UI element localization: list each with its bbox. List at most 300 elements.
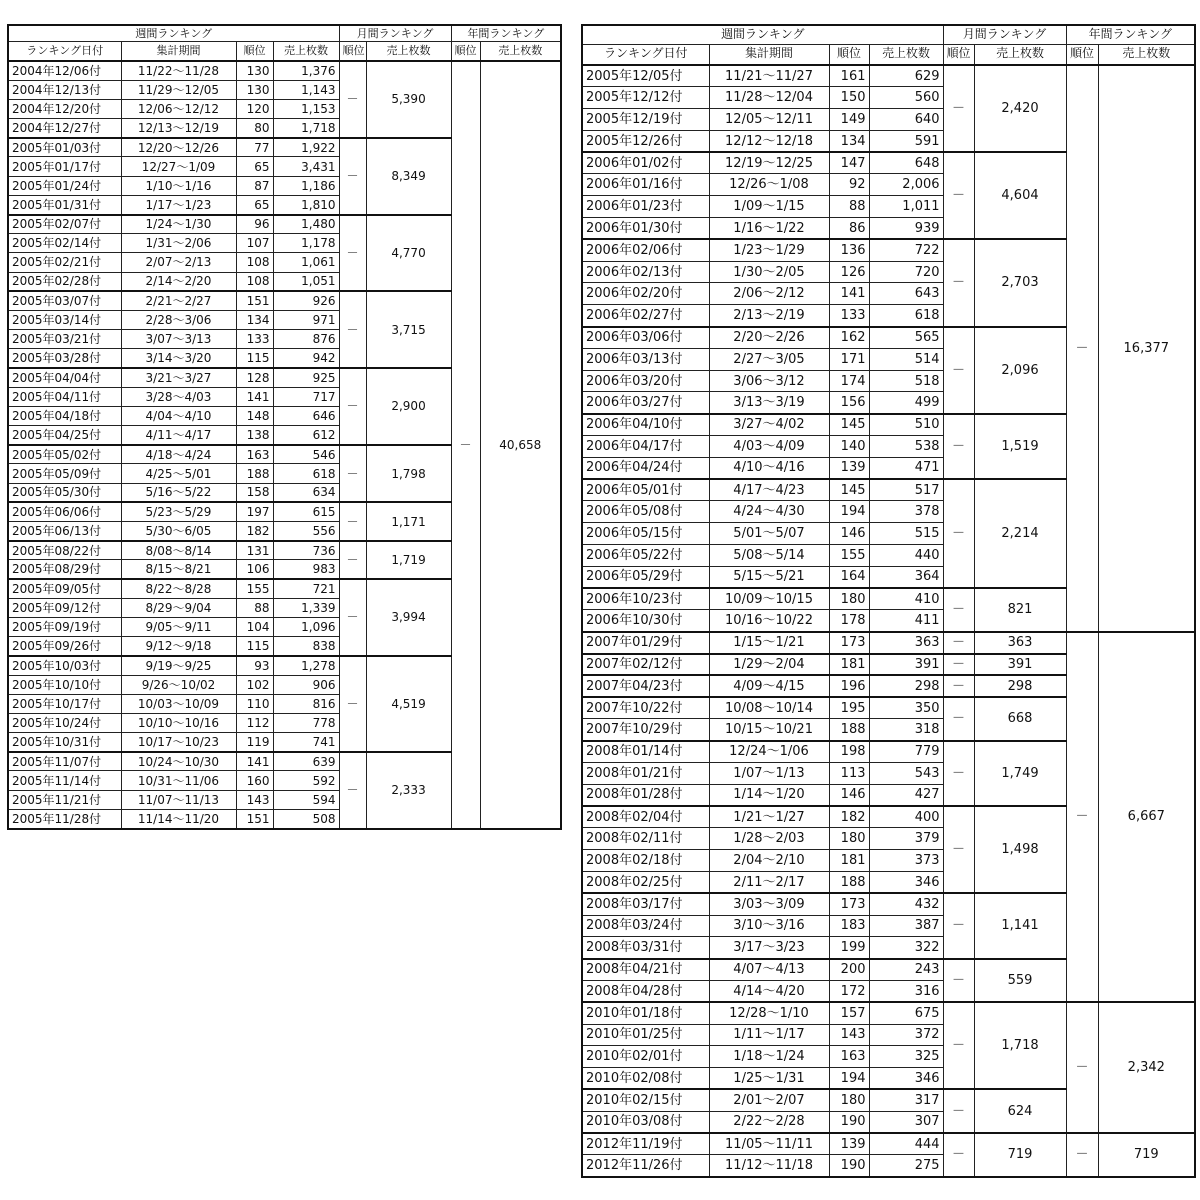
ranking-date: 2005年09/12付 <box>8 598 121 617</box>
weekly-sales: 514 <box>869 348 943 370</box>
weekly-rank: 130 <box>236 61 273 80</box>
weekly-sales: 646 <box>273 406 339 425</box>
aggregation-period: 1/30～2/05 <box>709 261 829 283</box>
aggregation-period: 5/16～5/22 <box>121 483 236 502</box>
ranking-date: 2006年03/20付 <box>582 370 709 392</box>
ranking-date: 2006年02/06付 <box>582 239 709 261</box>
ranking-date: 2005年12/26付 <box>582 130 709 152</box>
table-row <box>582 1002 1195 1024</box>
monthly-rank: － <box>339 752 366 829</box>
aggregation-period: 1/28～2/03 <box>709 828 829 850</box>
aggregation-period: 11/07～11/13 <box>121 790 236 809</box>
weekly-rank: 172 <box>829 980 869 1002</box>
ranking-date: 2008年04/28付 <box>582 980 709 1002</box>
weekly-rank: 133 <box>829 305 869 327</box>
weekly-sales: 346 <box>869 1068 943 1090</box>
weekly-sales: 1,718 <box>273 119 339 138</box>
monthly-sales: 1,749 <box>974 741 1066 806</box>
ranking-date: 2005年03/21付 <box>8 330 121 349</box>
monthly-rank: － <box>943 697 974 741</box>
weekly-sales: 1,480 <box>273 215 339 234</box>
monthly-rank: － <box>943 152 974 239</box>
weekly-rank: 150 <box>829 87 869 109</box>
ranking-date: 2005年09/26付 <box>8 637 121 656</box>
weekly-rank: 174 <box>829 370 869 392</box>
ranking-date: 2005年10/10付 <box>8 675 121 694</box>
weekly-rank: 156 <box>829 392 869 414</box>
monthly-rank: － <box>943 654 974 676</box>
table-row <box>582 1133 1195 1155</box>
ranking-date: 2005年04/25付 <box>8 426 121 445</box>
ranking-date: 2005年05/30付 <box>8 483 121 502</box>
monthly-rank: － <box>339 579 366 656</box>
ranking-date: 2005年01/24付 <box>8 176 121 195</box>
weekly-sales: 432 <box>869 893 943 915</box>
monthly-sales: 1,498 <box>974 806 1066 893</box>
weekly-sales: 400 <box>869 806 943 828</box>
weekly-rank: 141 <box>236 387 273 406</box>
aggregation-period: 1/14～1/20 <box>709 784 829 806</box>
yearly-sales: 2,342 <box>1098 1002 1195 1133</box>
aggregation-period: 5/30～6/05 <box>121 522 236 541</box>
weekly-rank: 112 <box>236 713 273 732</box>
ranking-rows-right <box>582 65 1195 1177</box>
weekly-rank: 151 <box>236 809 273 828</box>
weekly-sales: 675 <box>869 1002 943 1024</box>
weekly-rank: 188 <box>236 464 273 483</box>
ranking-date: 2006年04/17付 <box>582 436 709 458</box>
weekly-sales: 591 <box>869 130 943 152</box>
weekly-rank: 182 <box>829 806 869 828</box>
weekly-rank: 200 <box>829 959 869 981</box>
weekly-rank: 163 <box>236 445 273 464</box>
weekly-sales: 517 <box>869 479 943 501</box>
weekly-sales: 363 <box>869 632 943 654</box>
weekly-sales: 594 <box>273 790 339 809</box>
weekly-sales: 926 <box>273 291 339 310</box>
ranking-date: 2005年04/18付 <box>8 406 121 425</box>
weekly-rank: 102 <box>236 675 273 694</box>
weekly-rank: 180 <box>829 1089 869 1111</box>
monthly-sales: 1,519 <box>974 414 1066 479</box>
weekly-rank: 196 <box>829 675 869 697</box>
aggregation-period: 2/11～2/17 <box>709 871 829 893</box>
ranking-date: 2005年12/12付 <box>582 87 709 109</box>
aggregation-period: 1/07～1/13 <box>709 763 829 785</box>
monthly-sales: 821 <box>974 588 1066 632</box>
weekly-sales: 592 <box>273 771 339 790</box>
ranking-date: 2008年02/18付 <box>582 850 709 872</box>
weekly-sales: 427 <box>869 784 943 806</box>
weekly-sales: 298 <box>869 675 943 697</box>
ranking-date: 2005年11/28付 <box>8 809 121 828</box>
monthly-rank: － <box>943 741 974 806</box>
weekly-rank: 190 <box>829 1111 869 1133</box>
weekly-rank: 115 <box>236 349 273 368</box>
aggregation-period: 3/28～4/03 <box>121 387 236 406</box>
ranking-table-left <box>7 24 562 830</box>
aggregation-period: 1/24～1/30 <box>121 215 236 234</box>
monthly-rank: － <box>943 632 974 654</box>
ranking-date: 2006年02/20付 <box>582 283 709 305</box>
aggregation-period: 11/21～11/27 <box>709 65 829 87</box>
monthly-sales: 363 <box>974 632 1066 654</box>
monthly-sales: 2,214 <box>974 479 1066 588</box>
weekly-sales: 318 <box>869 719 943 741</box>
aggregation-period: 2/20～2/26 <box>709 327 829 349</box>
weekly-rank: 128 <box>236 368 273 387</box>
weekly-sales: 925 <box>273 368 339 387</box>
aggregation-period: 4/18～4/24 <box>121 445 236 464</box>
weekly-sales: 634 <box>273 483 339 502</box>
weekly-rank: 148 <box>236 406 273 425</box>
weekly-rank: 120 <box>236 99 273 118</box>
weekly-rank: 151 <box>236 291 273 310</box>
weekly-sales: 778 <box>273 713 339 732</box>
aggregation-period: 2/22～2/28 <box>709 1111 829 1133</box>
weekly-sales: 1,061 <box>273 253 339 272</box>
ranking-date: 2006年05/29付 <box>582 566 709 588</box>
weekly-rank: 178 <box>829 610 869 632</box>
ranking-date: 2008年02/11付 <box>582 828 709 850</box>
aggregation-period: 4/17～4/23 <box>709 479 829 501</box>
monthly-sales: 1,141 <box>974 893 1066 958</box>
ranking-date: 2006年10/30付 <box>582 610 709 632</box>
weekly-rank: 173 <box>829 893 869 915</box>
aggregation-period: 11/28～12/04 <box>709 87 829 109</box>
weekly-sales: 618 <box>273 464 339 483</box>
aggregation-period: 10/31～11/06 <box>121 771 236 790</box>
weekly-rank: 182 <box>236 522 273 541</box>
aggregation-period: 3/07～3/13 <box>121 330 236 349</box>
aggregation-period: 3/13～3/19 <box>709 392 829 414</box>
ranking-date: 2006年05/08付 <box>582 501 709 523</box>
ranking-date: 2008年01/21付 <box>582 763 709 785</box>
monthly-sales: 559 <box>974 959 1066 1003</box>
monthly-sales: 1,171 <box>366 502 451 540</box>
weekly-rank: 146 <box>829 784 869 806</box>
weekly-rank: 181 <box>829 850 869 872</box>
weekly-sales: 391 <box>869 654 943 676</box>
ranking-date: 2006年01/23付 <box>582 196 709 218</box>
aggregation-period: 8/29～9/04 <box>121 598 236 617</box>
aggregation-period: 4/04～4/10 <box>121 406 236 425</box>
monthly-rank: － <box>943 1089 974 1133</box>
monthly-ranking-header: 月間ランキング <box>943 25 1066 44</box>
monthly-sales: 2,900 <box>366 368 451 445</box>
ranking-date: 2005年05/02付 <box>8 445 121 464</box>
weekly-rank: 163 <box>829 1046 869 1068</box>
monthly-rank: － <box>339 656 366 752</box>
weekly-sales: 1,186 <box>273 176 339 195</box>
yearly-sales: 40,658 <box>480 61 561 829</box>
aggregation-period: 4/10～4/16 <box>709 457 829 479</box>
aggregation-period: 1/10～1/16 <box>121 176 236 195</box>
weekly-rank: 160 <box>236 771 273 790</box>
weekly-sales: 317 <box>869 1089 943 1111</box>
monthly-rank: － <box>943 893 974 958</box>
weekly-sales: 615 <box>273 502 339 521</box>
weekly-rank: 195 <box>829 697 869 719</box>
weekly-sales: 243 <box>869 959 943 981</box>
aggregation-period: 2/21～2/27 <box>121 291 236 310</box>
ranking-date: 2005年10/24付 <box>8 713 121 732</box>
weekly-sales: 364 <box>869 566 943 588</box>
ranking-date: 2005年02/21付 <box>8 253 121 272</box>
ranking-table-right <box>581 24 1196 1178</box>
ranking-date: 2005年11/14付 <box>8 771 121 790</box>
ranking-date: 2012年11/19付 <box>582 1133 709 1155</box>
weekly-sales: 838 <box>273 637 339 656</box>
ranking-date: 2006年01/16付 <box>582 174 709 196</box>
weekly-sales: 325 <box>869 1046 943 1068</box>
monthly-rank: － <box>943 414 974 479</box>
weekly-rank: 180 <box>829 588 869 610</box>
col-period: 集計期間 <box>121 41 236 61</box>
aggregation-period: 1/23～1/29 <box>709 239 829 261</box>
weekly-sales: 3,431 <box>273 157 339 176</box>
monthly-rank: － <box>339 291 366 368</box>
weekly-sales: 1,339 <box>273 598 339 617</box>
weekly-sales: 373 <box>869 850 943 872</box>
weekly-rank: 197 <box>236 502 273 521</box>
ranking-date: 2005年03/07付 <box>8 291 121 310</box>
weekly-rank: 115 <box>236 637 273 656</box>
monthly-rank: － <box>339 445 366 503</box>
weekly-ranking-header: 週間ランキング <box>8 25 339 41</box>
monthly-rank: － <box>339 61 366 138</box>
aggregation-period: 1/09～1/15 <box>709 196 829 218</box>
monthly-sales: 1,719 <box>366 541 451 579</box>
weekly-rank: 65 <box>236 195 273 214</box>
ranking-date: 2005年01/31付 <box>8 195 121 214</box>
weekly-sales: 1,178 <box>273 234 339 253</box>
weekly-sales: 722 <box>869 239 943 261</box>
weekly-rank: 134 <box>829 130 869 152</box>
weekly-rank: 188 <box>829 719 869 741</box>
aggregation-period: 2/27～3/05 <box>709 348 829 370</box>
aggregation-period: 4/25～5/01 <box>121 464 236 483</box>
aggregation-period: 9/19～9/25 <box>121 656 236 675</box>
table-row <box>582 632 1195 654</box>
monthly-rank: － <box>943 1133 974 1177</box>
weekly-rank: 171 <box>829 348 869 370</box>
aggregation-period: 2/28～3/06 <box>121 310 236 329</box>
weekly-sales: 876 <box>273 330 339 349</box>
yearly-rank: － <box>1066 1133 1098 1177</box>
table-row <box>8 61 561 80</box>
ranking-date: 2004年12/27付 <box>8 119 121 138</box>
aggregation-period: 11/29～12/05 <box>121 80 236 99</box>
weekly-rank: 131 <box>236 541 273 560</box>
weekly-rank: 145 <box>829 479 869 501</box>
ranking-date: 2010年03/08付 <box>582 1111 709 1133</box>
aggregation-period: 4/14～4/20 <box>709 980 829 1002</box>
weekly-sales: 1,922 <box>273 138 339 157</box>
aggregation-period: 5/23～5/29 <box>121 502 236 521</box>
ranking-date: 2006年03/13付 <box>582 348 709 370</box>
weekly-rank: 157 <box>829 1002 869 1024</box>
col-ranking-date: ランキング日付 <box>582 44 709 65</box>
weekly-rank: 108 <box>236 253 273 272</box>
aggregation-period: 10/17～10/23 <box>121 733 236 752</box>
weekly-sales: 275 <box>869 1155 943 1177</box>
weekly-sales: 816 <box>273 694 339 713</box>
ranking-date: 2004年12/06付 <box>8 61 121 80</box>
monthly-sales: 719 <box>974 1133 1066 1177</box>
yearly-rank: － <box>1066 1002 1098 1133</box>
aggregation-period: 1/29～2/04 <box>709 654 829 676</box>
col-monthly-rank: 順位 <box>339 41 366 61</box>
weekly-rank: 194 <box>829 1068 869 1090</box>
weekly-sales: 1,278 <box>273 656 339 675</box>
weekly-rank: 106 <box>236 560 273 579</box>
monthly-rank: － <box>339 541 366 579</box>
monthly-sales: 2,096 <box>974 327 1066 414</box>
yearly-rank: － <box>1066 65 1098 632</box>
weekly-sales: 1,011 <box>869 196 943 218</box>
ranking-date: 2007年02/12付 <box>582 654 709 676</box>
weekly-sales: 565 <box>869 327 943 349</box>
col-sales: 売上枚数 <box>869 44 943 65</box>
weekly-sales: 444 <box>869 1133 943 1155</box>
ranking-date: 2005年06/13付 <box>8 522 121 541</box>
col-monthly-sales: 売上枚数 <box>366 41 451 61</box>
ranking-date: 2010年02/08付 <box>582 1068 709 1090</box>
weekly-sales: 410 <box>869 588 943 610</box>
weekly-rank: 180 <box>829 828 869 850</box>
monthly-rank: － <box>943 959 974 1003</box>
weekly-rank: 136 <box>829 239 869 261</box>
ranking-date: 2005年08/22付 <box>8 541 121 560</box>
col-sales: 売上枚数 <box>273 41 339 61</box>
weekly-rank: 138 <box>236 426 273 445</box>
aggregation-period: 10/03～10/09 <box>121 694 236 713</box>
ranking-date: 2005年12/05付 <box>582 65 709 87</box>
ranking-date: 2005年01/03付 <box>8 138 121 157</box>
aggregation-period: 3/14～3/20 <box>121 349 236 368</box>
weekly-sales: 556 <box>273 522 339 541</box>
yearly-rank: － <box>1066 632 1098 1003</box>
weekly-rank: 164 <box>829 566 869 588</box>
weekly-ranking-header: 週間ランキング <box>582 25 943 44</box>
weekly-sales: 942 <box>273 349 339 368</box>
weekly-rank: 80 <box>236 119 273 138</box>
weekly-rank: 65 <box>236 157 273 176</box>
weekly-sales: 1,143 <box>273 80 339 99</box>
weekly-rank: 139 <box>829 457 869 479</box>
monthly-rank: － <box>943 806 974 893</box>
weekly-sales: 717 <box>273 387 339 406</box>
weekly-sales: 471 <box>869 457 943 479</box>
ranking-date: 2005年09/19付 <box>8 617 121 636</box>
ranking-date: 2008年02/25付 <box>582 871 709 893</box>
monthly-rank: － <box>943 327 974 414</box>
aggregation-period: 12/12～12/18 <box>709 130 829 152</box>
weekly-rank: 140 <box>829 436 869 458</box>
monthly-sales: 3,994 <box>366 579 451 656</box>
monthly-rank: － <box>339 368 366 445</box>
aggregation-period: 10/09～10/15 <box>709 588 829 610</box>
aggregation-period: 9/05～9/11 <box>121 617 236 636</box>
weekly-sales: 440 <box>869 545 943 567</box>
aggregation-period: 10/16～10/22 <box>709 610 829 632</box>
ranking-date: 2005年10/03付 <box>8 656 121 675</box>
aggregation-period: 2/01～2/07 <box>709 1089 829 1111</box>
col-rank: 順位 <box>829 44 869 65</box>
aggregation-period: 1/31～2/06 <box>121 234 236 253</box>
col-yearly-rank: 順位 <box>451 41 480 61</box>
ranking-date: 2007年10/29付 <box>582 719 709 741</box>
ranking-date: 2008年03/31付 <box>582 937 709 959</box>
weekly-rank: 86 <box>829 218 869 240</box>
col-yearly-sales: 売上枚数 <box>1098 44 1195 65</box>
ranking-date: 2006年04/24付 <box>582 457 709 479</box>
col-ranking-date: ランキング日付 <box>8 41 121 61</box>
monthly-rank: － <box>339 502 366 540</box>
aggregation-period: 5/15～5/21 <box>709 566 829 588</box>
ranking-date: 2006年05/15付 <box>582 523 709 545</box>
ranking-date: 2005年04/11付 <box>8 387 121 406</box>
weekly-sales: 1,153 <box>273 99 339 118</box>
ranking-date: 2007年04/23付 <box>582 675 709 697</box>
yearly-ranking-header: 年間ランキング <box>1066 25 1195 44</box>
aggregation-period: 8/15～8/21 <box>121 560 236 579</box>
weekly-rank: 119 <box>236 733 273 752</box>
weekly-rank: 96 <box>236 215 273 234</box>
weekly-rank: 134 <box>236 310 273 329</box>
weekly-rank: 110 <box>236 694 273 713</box>
weekly-sales: 508 <box>273 809 339 828</box>
weekly-rank: 155 <box>829 545 869 567</box>
monthly-sales: 2,420 <box>974 65 1066 152</box>
weekly-rank: 199 <box>829 937 869 959</box>
monthly-sales: 4,519 <box>366 656 451 752</box>
weekly-rank: 188 <box>829 871 869 893</box>
weekly-sales: 546 <box>273 445 339 464</box>
weekly-sales: 379 <box>869 828 943 850</box>
weekly-sales: 721 <box>273 579 339 598</box>
weekly-rank: 194 <box>829 501 869 523</box>
monthly-sales: 1,718 <box>974 1002 1066 1089</box>
monthly-sales: 2,703 <box>974 239 1066 326</box>
weekly-rank: 141 <box>829 283 869 305</box>
ranking-date: 2006年05/22付 <box>582 545 709 567</box>
aggregation-period: 3/27～4/02 <box>709 414 829 436</box>
ranking-date: 2005年03/14付 <box>8 310 121 329</box>
aggregation-period: 5/01～5/07 <box>709 523 829 545</box>
weekly-sales: 736 <box>273 541 339 560</box>
weekly-rank: 130 <box>236 80 273 99</box>
aggregation-period: 12/19～12/25 <box>709 152 829 174</box>
weekly-sales: 741 <box>273 733 339 752</box>
weekly-rank: 87 <box>236 176 273 195</box>
aggregation-period: 10/15～10/21 <box>709 719 829 741</box>
aggregation-period: 11/22～11/28 <box>121 61 236 80</box>
ranking-date: 2010年02/01付 <box>582 1046 709 1068</box>
col-yearly-sales: 売上枚数 <box>480 41 561 61</box>
aggregation-period: 2/04～2/10 <box>709 850 829 872</box>
ranking-date: 2010年01/18付 <box>582 1002 709 1024</box>
monthly-sales: 5,390 <box>366 61 451 138</box>
weekly-rank: 198 <box>829 741 869 763</box>
weekly-rank: 181 <box>829 654 869 676</box>
weekly-sales: 538 <box>869 436 943 458</box>
col-monthly-sales: 売上枚数 <box>974 44 1066 65</box>
aggregation-period: 1/11～1/17 <box>709 1024 829 1046</box>
aggregation-period: 12/06～12/12 <box>121 99 236 118</box>
weekly-sales: 350 <box>869 697 943 719</box>
